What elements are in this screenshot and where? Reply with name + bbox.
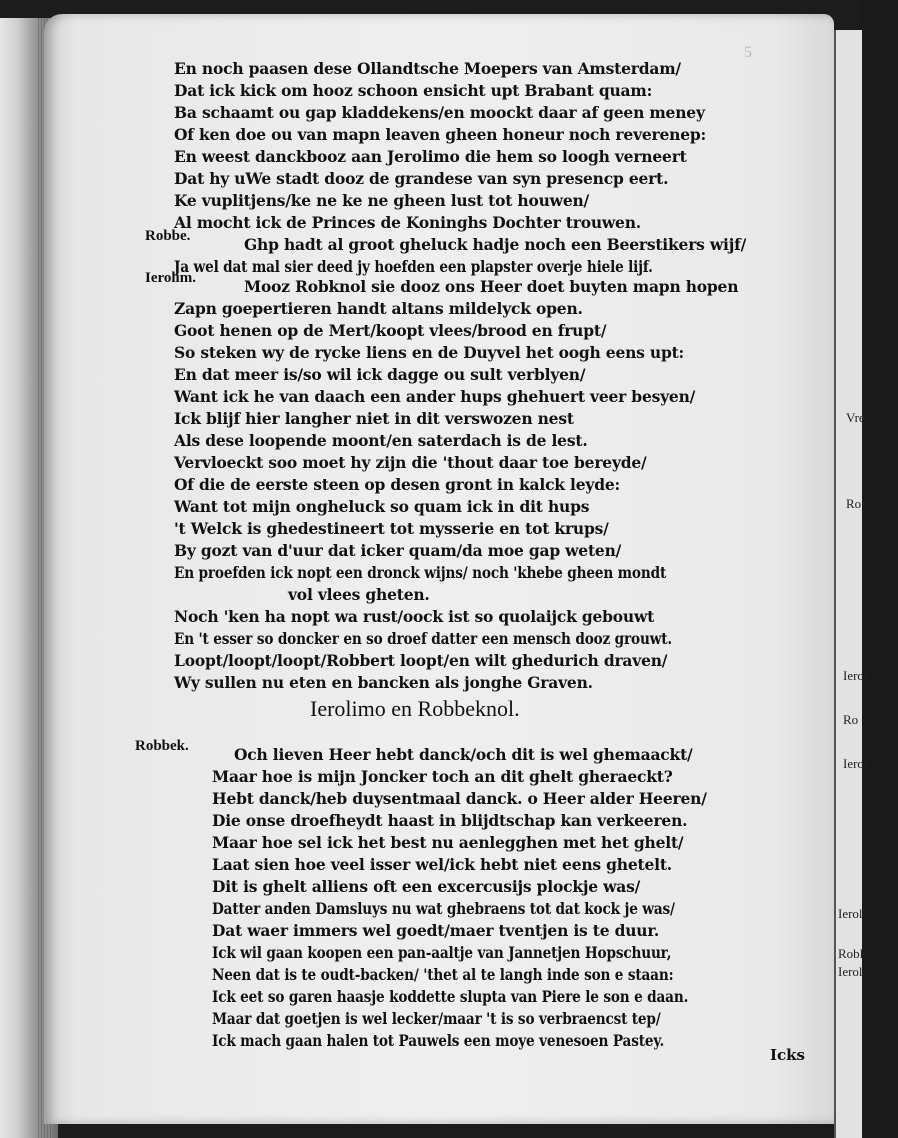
verse-line: En noch paasen dese Ollandtsche Moepers van Amsterdam/ <box>174 59 681 78</box>
verse-line: Goot henen op de Mert/koopt vlees/brood en frupt/ <box>174 321 607 340</box>
verse-line: So steken wy de rycke liens en de Duyvel het oogh eens upt: <box>174 343 685 362</box>
verse-line: Of ken doe ou van mapn leaven gheen honeur noch reverenep: <box>174 125 707 144</box>
verse-line: Ja wel dat mal sier deed jy hoefden een plapster overje hiele lijf. <box>174 257 653 276</box>
verse-line: Maar hoe sel ick het best nu aenlegghen met het ghelt/ <box>212 833 684 852</box>
verse-line: Ke vuplitjens/ke ne ke ne gheen lust tot houwen/ <box>174 191 590 210</box>
verse-line: Dat waer immers wel goedt/maer tventjen is te duur. <box>212 921 660 940</box>
verse-line: Al mocht ick de Princes de Koninghs Dochter trouwen. <box>174 213 641 232</box>
facing-page-note: Ierol <box>838 964 863 979</box>
verse-line: Of die de eerste steen op desen gront in kalck leyde: <box>174 475 621 494</box>
section-heading: Ierolimo en Robbeknol. <box>310 696 520 721</box>
verse-line: Ick mach gaan halen tot Pauwels een moye venesoen Pastey. <box>212 1031 665 1050</box>
verse-line: Mooz Robknol sie dooz ons Heer doet buyten mapn hopen <box>244 277 739 296</box>
verse-line: 't Welck is ghedestineert tot mysserie en tot krups/ <box>174 519 609 538</box>
verse-line: vol vlees gheten. <box>288 585 430 604</box>
verse-line: Die onse droefheydt haast in blijdtschap kan verkeeren. <box>212 811 688 830</box>
verse-line: Loopt/loopt/loopt/Robbert loopt/en wilt ghedurich draven/ <box>174 651 668 670</box>
verse-line: Maar dat goetjen is wel lecker/maar 't is so verbraencst tep/ <box>212 1009 661 1028</box>
speaker-robbe: Robbe. <box>145 228 191 244</box>
facing-page-note: Ierol <box>838 906 863 921</box>
speaker-robbek: Robbek. <box>135 738 189 754</box>
verse-line: En weest danckbooz aan Jerolimo die hem so loogh verneert <box>174 147 687 166</box>
verse-line: Laat sien hoe veel isser wel/ick hebt niet eens ghetelt. <box>212 855 672 874</box>
verse-line: Ick wil gaan koopen een pan-aaltje van Jannetjen Hopschuur, <box>212 943 672 962</box>
verse-line: Ghp hadt al groot gheluck hadje noch een Beerstikers wijf/ <box>244 235 747 254</box>
facing-page-note: Robl <box>838 946 864 961</box>
speaker-jerolim: Ierolim. <box>145 270 196 286</box>
verse-line: Zapn goepertieren handt altans mildelyck open. <box>174 299 583 318</box>
verse-line: Want tot mijn ongheluck so quam ick in dit hups <box>174 497 590 516</box>
verse-line: By gozt van d'uur dat icker quam/da moe gap weten/ <box>174 541 622 560</box>
verse-line: Ick eet so garen haasje koddette slupta van Piere le son e daan. <box>212 987 689 1006</box>
verse-line: Wy sullen nu eten en bancken als jonghe Graven. <box>174 673 593 692</box>
verse-line: Ick blijf hier langher niet in dit verswozen nest <box>174 409 574 428</box>
verse-line: Noch 'ken ha nopt wa rust/oock ist so quolaijck gebouwt <box>174 607 655 626</box>
facing-page-note: Ierol <box>843 668 868 683</box>
verse-line: Datter anden Damsluys nu wat ghebraens tot dat kock je was/ <box>212 899 675 918</box>
facing-page-note: Vre <box>846 410 865 425</box>
verse-line: En proefden ick nopt een dronck wijns/ noch 'khebe gheen mondt <box>174 563 667 582</box>
verse-line: Dat ick kick om hooz schoon ensicht upt Brabant quam: <box>174 81 653 100</box>
verse-line: Dit is ghelt alliens oft een excercusijs plockje was/ <box>212 877 641 896</box>
verse-line: Dat hy uWe stadt dooz de grandese van syn presencp eert. <box>174 169 669 188</box>
verse-line: En dat meer is/so wil ick dagge ou sult verblyen/ <box>174 365 586 384</box>
verse-line: En 't esser so doncker en so droef datter een mensch dooz grouwt. <box>174 629 672 648</box>
verse-line: Want ick he van daach een ander hups ghehuert veer besyen/ <box>174 387 696 406</box>
facing-page-note: Ro <box>846 496 862 511</box>
faint-page-number: 5 <box>744 44 752 61</box>
verse-line: Ba schaamt ou gap kladdekens/en moockt daar af geen meney <box>174 103 705 122</box>
facing-page-note: Ro <box>843 712 859 727</box>
verse-line: Och lieven Heer hebt danck/och dit is wel ghemaackt/ <box>234 745 693 764</box>
facing-page-note: Ierol <box>843 756 868 771</box>
verse-line: Als dese loopende moont/en saterdach is de lest. <box>174 431 588 450</box>
verse-line: Vervloeckt soo moet hy zijn die 'thout daar toe bereyde/ <box>174 453 647 472</box>
verse-line: Hebt danck/heb duysentmaal danck. o Heer alder Heeren/ <box>212 789 707 808</box>
catchword: Icks <box>770 1046 805 1064</box>
verse-line: Maar hoe is mijn Joncker toch an dit ghelt gheraeckt? <box>212 767 673 786</box>
verse-line: Neen dat is te oudt-backen/ 'thet al te langh inde son e staan: <box>212 965 674 984</box>
